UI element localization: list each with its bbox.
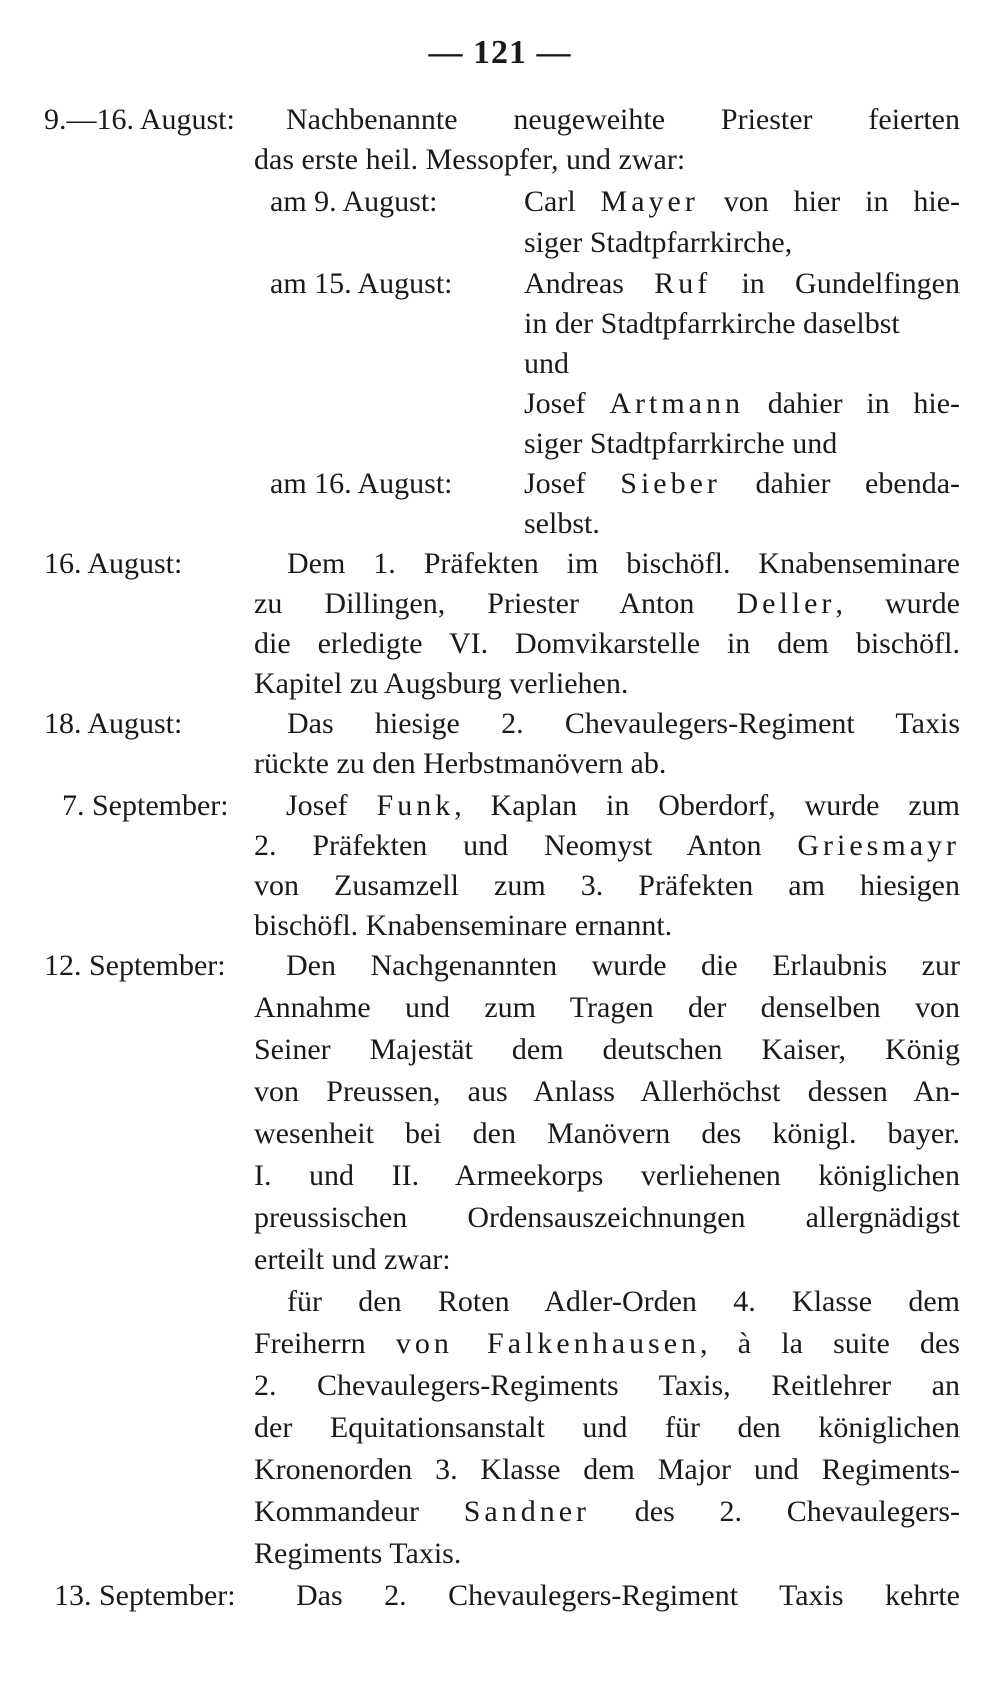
entry-text-line: Den Nachgenannten wurde die Erlaubnis zur <box>286 949 960 982</box>
entry-text-line: I. und II. Armeekorps verliehenen königlichen <box>254 1159 960 1192</box>
person-name: Ruf <box>654 267 712 300</box>
entry-text-line: Freiherrn von Falkenhausen, à la suite des <box>254 1327 960 1360</box>
entry-text-line: Regiments Taxis. <box>254 1537 462 1570</box>
entry-text-line: das erste heil. Messopfer, und zwar: <box>254 143 686 176</box>
entry-text-line: Annahme und zum Tragen der denselben von <box>254 991 960 1024</box>
entry-text-line: Das hiesige 2. Chevaulegers-Regiment Taxis <box>287 707 960 740</box>
entry-text-line: Kronenorden 3. Klasse dem Major und Regiments- <box>254 1453 960 1486</box>
person-name: Sieber <box>620 467 721 500</box>
person-name: Deller <box>736 587 836 620</box>
entry-text-line: erteilt und zwar: <box>254 1243 451 1276</box>
entry-text-line: 2. Präfekten und Neomyst Anton Griesmayr <box>254 829 960 862</box>
entry-date: 12. September: <box>44 949 226 982</box>
entry-text-line: preussischen Ordensauszeichnungen allergnädigst <box>254 1201 960 1234</box>
person-name: Funk <box>376 789 455 822</box>
person-name: Griesmayr <box>797 829 960 862</box>
entry-text-line: die erledigte VI. Domvikarstelle in dem bischöfl. <box>254 627 960 660</box>
sub-entry-line: Josef Artmann dahier in hie- <box>524 387 961 420</box>
sub-entry-line: und <box>524 347 569 380</box>
entry-date: 16. August: <box>44 547 183 580</box>
entry-date: 9.—16. August: <box>44 103 235 136</box>
entry-date: 18. August: <box>44 707 183 740</box>
person-name: Artmann <box>609 387 744 420</box>
person-name: Mayer <box>600 185 699 218</box>
entry-text-line: Seiner Majestät dem deutschen Kaiser, König <box>254 1033 960 1066</box>
entry-text-line: Kapitel zu Augsburg verliehen. <box>254 667 629 700</box>
sub-entry-line: in der Stadtpfarrkirche daselbst <box>524 307 900 340</box>
person-name: von Falkenhausen <box>395 1327 701 1360</box>
entry-text-line: rückte zu den Herbstmanövern ab. <box>254 747 667 780</box>
entry-text-line: Josef Funk, Kaplan in Oberdorf, wurde zum <box>286 789 960 822</box>
entry-text-line: 2. Chevaulegers-Regiments Taxis, Reitlehrer an <box>254 1369 960 1402</box>
page-number: — 121 — <box>428 34 572 71</box>
sub-entry-date: am 9. August: <box>270 185 438 218</box>
entry-date: 13. September: <box>54 1579 236 1612</box>
entry-text-line: Dem 1. Präfekten im bischöfl. Knabenseminare <box>287 547 960 580</box>
sub-entry-date: am 16. August: <box>270 467 453 500</box>
sub-entry-line: siger Stadtpfarrkirche und <box>524 427 838 460</box>
entry-text-line: bischöfl. Knabenseminare ernannt. <box>254 909 673 942</box>
person-name: Sandner <box>463 1495 591 1528</box>
entry-text-line: wesenheit bei den Manövern des königl. bayer. <box>254 1117 960 1150</box>
entry-text-line: Nachbenannte neugeweihte Priester feierten <box>286 103 960 136</box>
entry-text-line: zu Dillingen, Priester Anton Deller, wurde <box>254 587 960 620</box>
sub-entry-line: siger Stadtpfarrkirche, <box>524 226 793 259</box>
sub-entry-line: selbst. <box>524 507 600 540</box>
entry-text-line: von Preussen, aus Anlass Allerhöchst dessen An- <box>254 1075 960 1108</box>
sub-entry-line: Josef Sieber dahier ebenda- <box>524 467 960 500</box>
sub-entry-line: Andreas Ruf in Gundelfingen <box>524 267 960 300</box>
entry-text-line: Kommandeur Sandner des 2. Chevaulegers- <box>254 1495 960 1528</box>
sub-entry-date: am 15. August: <box>270 267 453 300</box>
entry-date: 7. September: <box>62 789 229 822</box>
entry-text-line: Das 2. Chevaulegers-Regiment Taxis kehrte <box>296 1579 960 1612</box>
entry-text-line: von Zusamzell zum 3. Präfekten am hiesigen <box>254 869 960 902</box>
entry-text-line: für den Roten Adler-Orden 4. Klasse dem <box>287 1285 960 1318</box>
entry-text-line: der Equitationsanstalt und für den königlichen <box>254 1411 960 1444</box>
sub-entry-line: Carl Mayer von hier in hie- <box>524 185 960 218</box>
